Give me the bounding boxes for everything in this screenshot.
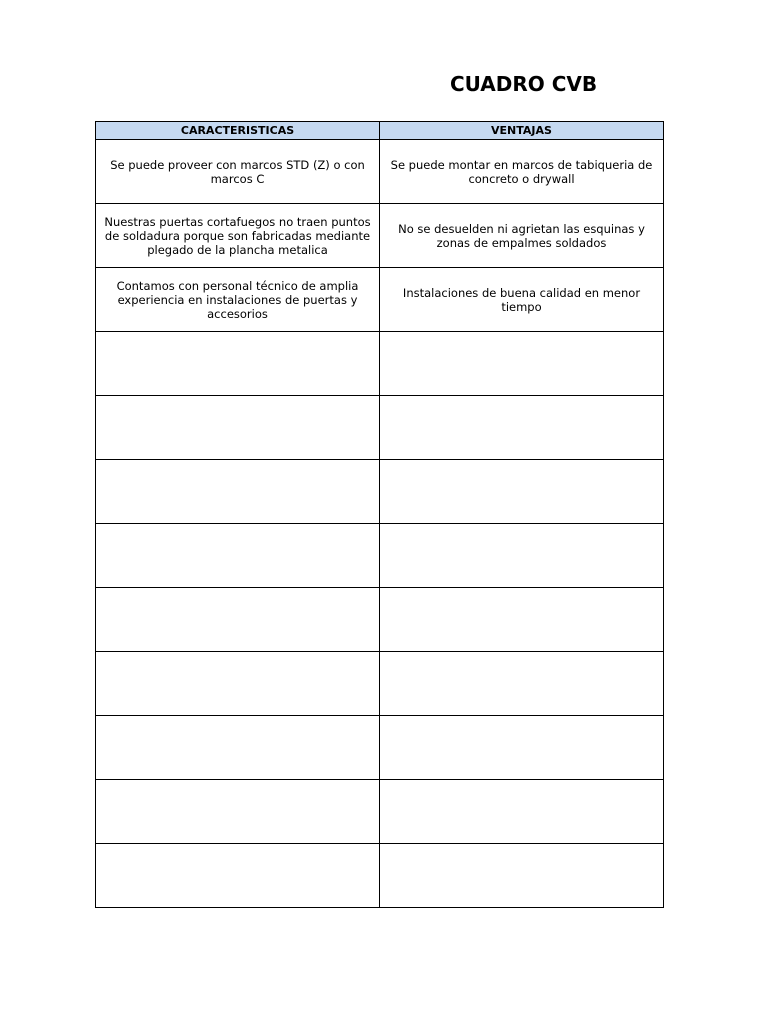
ventaja-cell	[380, 844, 664, 908]
caracteristica-cell	[96, 460, 380, 524]
caracteristica-cell	[96, 588, 380, 652]
ventaja-cell	[380, 652, 664, 716]
table-row	[96, 332, 664, 396]
ventaja-cell	[380, 396, 664, 460]
table-row	[96, 844, 664, 908]
ventaja-cell	[380, 716, 664, 780]
caracteristica-cell	[96, 780, 380, 844]
table-header-row	[96, 122, 664, 140]
header-caracteristicas: CARACTERISTICAS	[96, 122, 380, 140]
ventaja-cell: Instalaciones de buena calidad en menor tiempo	[380, 268, 664, 332]
table-row	[96, 268, 664, 332]
ventaja-cell: No se desuelden ni agrietan las esquinas y zonas de empalmes soldados	[380, 204, 664, 268]
table-row	[96, 204, 664, 268]
ventaja-cell: Se puede montar en marcos de tabiqueria de concreto o drywall	[380, 140, 664, 204]
ventaja-cell	[380, 524, 664, 588]
caracteristica-cell	[96, 844, 380, 908]
caracteristica-cell: Contamos con personal técnico de amplia experiencia en instalaciones de puertas y accesorios	[96, 268, 380, 332]
header-ventajas: VENTAJAS	[380, 122, 664, 140]
caracteristica-cell	[96, 652, 380, 716]
table-row	[96, 460, 664, 524]
table-row	[96, 652, 664, 716]
caracteristica-cell	[96, 396, 380, 460]
table-row	[96, 716, 664, 780]
caracteristica-cell: Se puede proveer con marcos STD (Z) o con marcos C	[96, 140, 380, 204]
table-row	[96, 396, 664, 460]
caracteristica-cell	[96, 332, 380, 396]
table-row	[96, 588, 664, 652]
cvb-table	[95, 121, 664, 908]
ventaja-cell	[380, 332, 664, 396]
caracteristica-cell	[96, 524, 380, 588]
ventaja-cell	[380, 780, 664, 844]
table-row	[96, 524, 664, 588]
caracteristica-cell	[96, 716, 380, 780]
document-title: CUADRO CVB	[450, 72, 598, 96]
table-row	[96, 780, 664, 844]
caracteristica-cell: Nuestras puertas cortafuegos no traen puntos de soldadura porque son fabricadas mediante plegado de la plancha metalica	[96, 204, 380, 268]
ventaja-cell	[380, 588, 664, 652]
table-row	[96, 140, 664, 204]
ventaja-cell	[380, 460, 664, 524]
